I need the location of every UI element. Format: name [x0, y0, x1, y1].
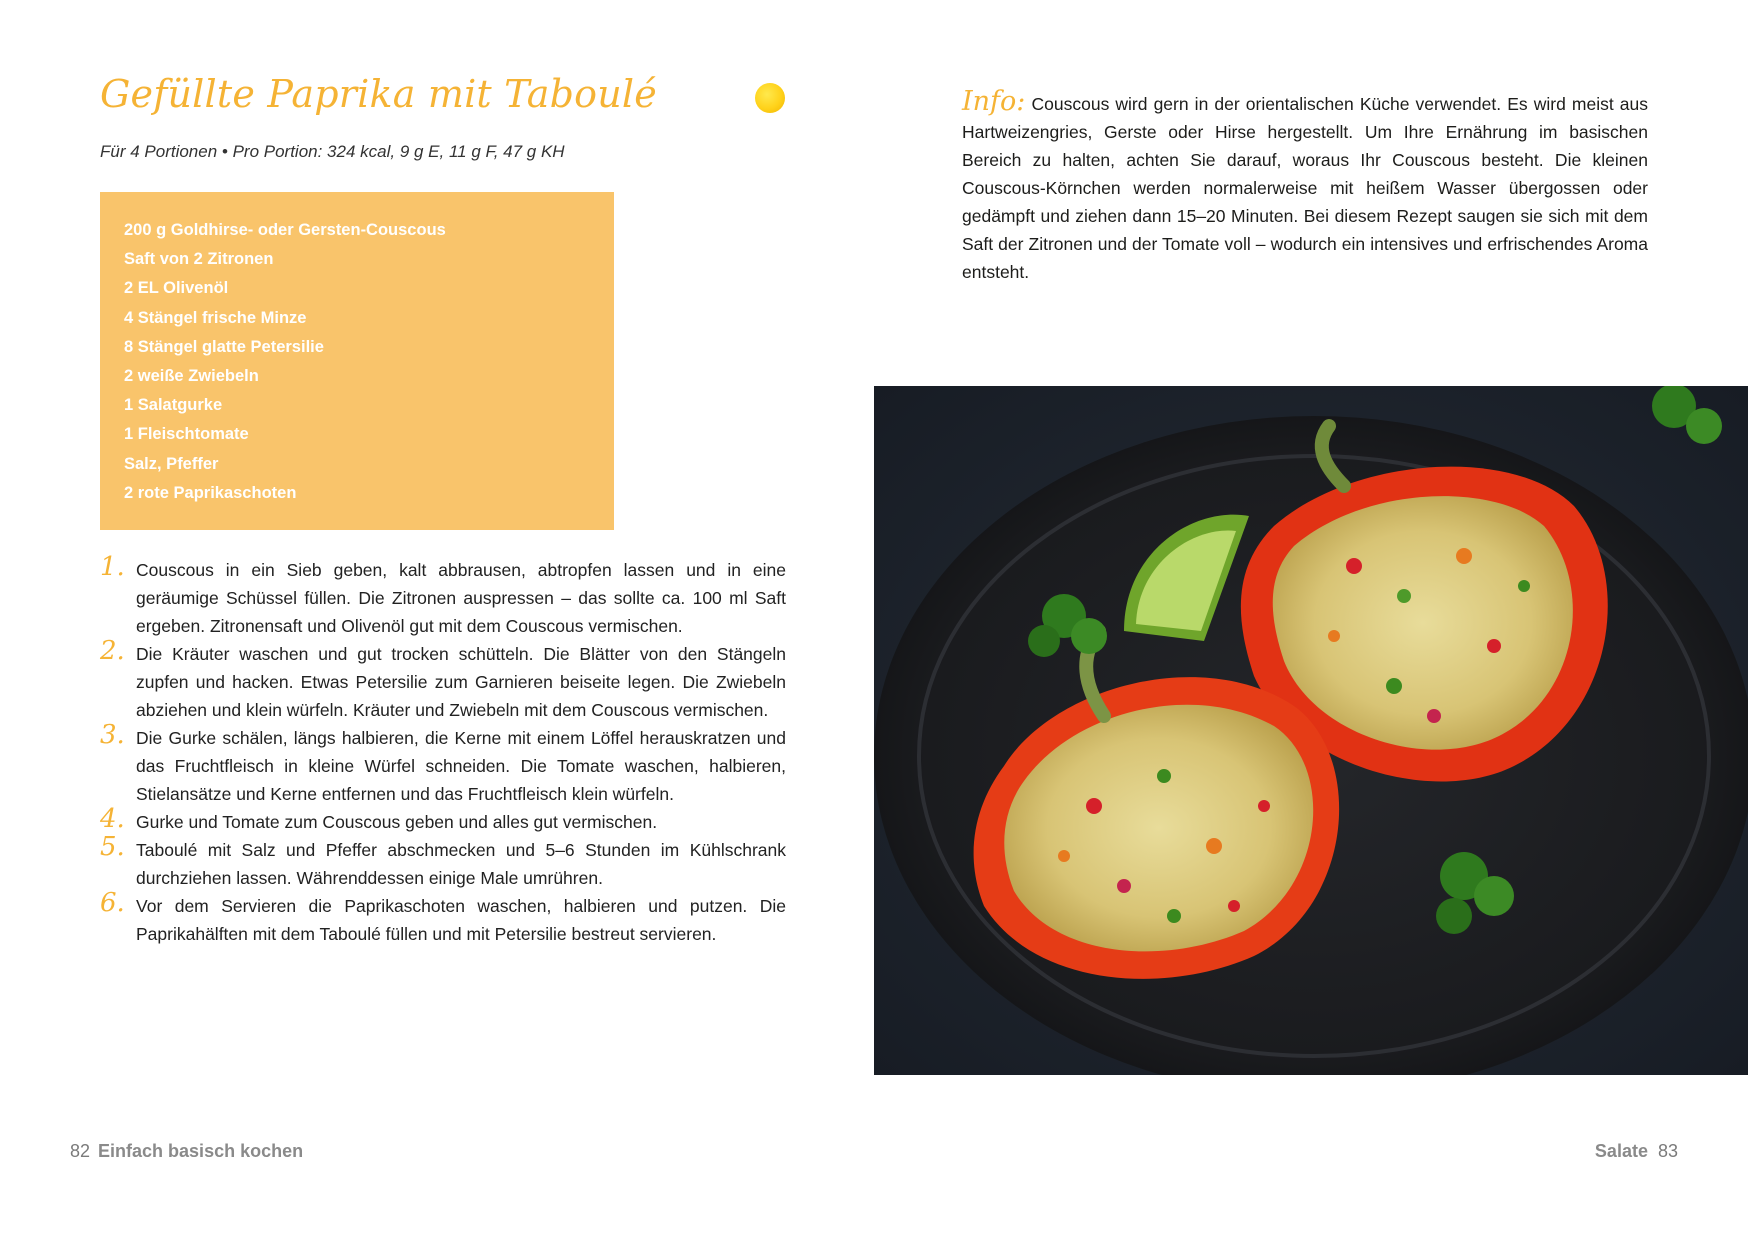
step-text: Gurke und Tomate zum Couscous geben und alles gut vermischen.: [136, 812, 658, 832]
ingredients-list: [100, 192, 614, 508]
ingredient-item: Salz, Pfeffer: [124, 454, 219, 473]
ingredient-item: 1 Fleischtomate: [124, 425, 249, 444]
step-number: 1.: [100, 552, 125, 582]
step-number: 6.: [100, 888, 125, 918]
section-title: Salate: [1594, 1141, 1648, 1161]
step-text: Taboulé mit Salz und Pfeffer abschmecken und 5–6 Stunden im Kühlschrank durchziehen lassen. Währenddessen einige Male umrühren.: [136, 840, 786, 888]
book-title: Einfach basisch kochen: [98, 1141, 304, 1161]
step-number: 4.: [100, 804, 125, 834]
step-item: [100, 888, 786, 948]
step-text: Couscous in ein Sieb geben, kalt abbrausen, abtropfen lassen und in eine geräumige Schüssel füllen. Die Zitronen auspressen – das sollte ca. 100 ml Saft ergeben. Zitronensaft und Olivenöl gut mit dem Couscous vermischen.: [136, 560, 786, 636]
step-item: [100, 720, 786, 808]
footer-right: [1595, 1141, 1678, 1162]
recipe-title: Gefüllte Paprika mit Taboulé: [100, 72, 657, 116]
step-text: Vor dem Servieren die Paprikaschoten waschen, halbieren und putzen. Die Paprikahälften mit dem Taboulé füllen und mit Petersilie bestreut servieren.: [136, 896, 786, 944]
ingredient-item: 2 rote Paprikaschoten: [124, 483, 297, 502]
step-number: 3.: [100, 720, 125, 750]
info-label: Info:: [962, 86, 1026, 117]
step-item: [100, 832, 786, 892]
info-paragraph: [962, 88, 1648, 286]
page-number: 83: [1657, 1141, 1678, 1161]
ingredient-item: 2 EL Olivenöl: [124, 279, 229, 298]
portion-info: Für 4 Portionen • Pro Portion: 324 kcal, 9 g E, 11 g F, 47 g KH: [100, 142, 565, 161]
step-text: Die Gurke schälen, längs halbieren, die Kerne mit einem Löffel herauskratzen und das Fruchtfleisch in kleine Würfel schneiden. Die Tomate waschen, halbieren, Stielansätze und Kerne entfernen und das Fruchtfleisch klein würfeln.: [136, 728, 786, 804]
ingredient-item: 2 weiße Zwiebeln: [124, 367, 259, 386]
step-item: [100, 636, 786, 724]
footer-left: [70, 1141, 303, 1162]
ingredient-item: 8 Stängel glatte Petersilie: [124, 337, 324, 356]
step-number: 2.: [100, 636, 125, 666]
ingredient-item: 200 g Goldhirse- oder Gersten-Couscous: [124, 221, 446, 239]
step-item: [100, 804, 786, 836]
ingredient-item: 1 Salatgurke: [124, 396, 223, 415]
step-number: 5.: [100, 832, 125, 862]
instruction-steps: [100, 552, 786, 948]
step-text: Die Kräuter waschen und gut trocken schütteln. Die Blätter von den Stängeln zupfen und hacken. Etwas Petersilie zum Garnieren beiseite legen. Die Zwiebeln abziehen und klein würfeln. Kräuter und Zwiebeln mit dem Couscous vermischen.: [136, 644, 786, 720]
ingredient-item: 4 Stängel frische Minze: [124, 308, 307, 327]
page-number: 82: [70, 1141, 91, 1161]
info-text: Couscous wird gern in der orientalischen Küche verwendet. Es wird meist aus Hartweizengries, Gerste oder Hirse hergestellt. Um Ihre Ernährung im basischen Bereich zu halten, achten Sie darauf, woraus Ihr Couscous besteht. Die kleinen Couscous-Körnchen werden normalerweise mit heißem Wasser übergossen oder gedämpft und ziehen dann 15–20 Minuten. Bei diesem Rezept saugen sie sich mit dem Saft der Zitronen und der Tomate voll – wodurch ein intensives und erfrischendes Aroma entsteht.: [962, 94, 1648, 282]
yellow-dot-icon: [755, 83, 785, 113]
ingredients-box: [100, 192, 614, 530]
food-illustration: [874, 386, 1748, 1075]
stuffed-peppers-photo: [874, 386, 1748, 1075]
ingredient-item: Saft von 2 Zitronen: [124, 250, 274, 269]
step-item: [100, 552, 786, 640]
